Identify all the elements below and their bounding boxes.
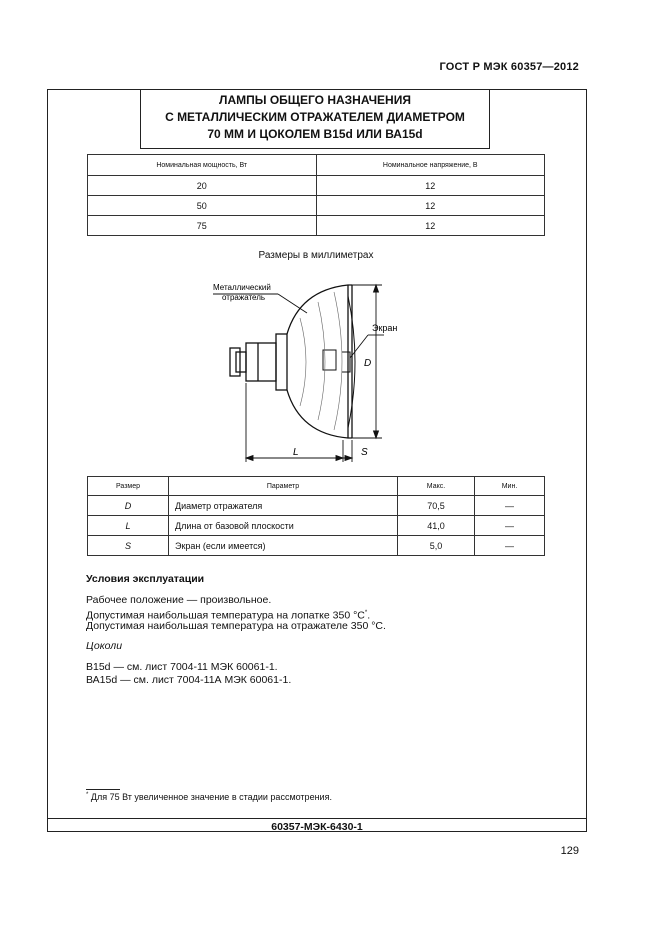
column-header: Номинальное напряжение, В bbox=[316, 155, 545, 176]
table-cell: L bbox=[88, 516, 169, 536]
dimension-s-label: S bbox=[361, 447, 368, 458]
title-line: 70 ММ И ЦОКОЛЕМ В15d ИЛИ ВА15d bbox=[207, 127, 423, 141]
table-cell: 41,0 bbox=[398, 516, 475, 536]
lamp-outline bbox=[230, 285, 355, 438]
base-cap bbox=[246, 343, 276, 381]
table-cell: 50 bbox=[88, 196, 317, 216]
table-cell: 12 bbox=[316, 176, 545, 196]
dimensions-caption: Размеры в миллиметрах bbox=[258, 250, 374, 261]
bottom-divider bbox=[47, 818, 587, 819]
conditions-heading: Условия эксплуатации bbox=[86, 573, 205, 585]
ratings-table bbox=[87, 154, 545, 236]
sheet-number: 60357-МЭК-6430-1 bbox=[271, 821, 363, 833]
bases-heading: Цоколи bbox=[86, 640, 123, 652]
dimension-d-label: D bbox=[364, 358, 372, 369]
footnote-mark: * bbox=[364, 610, 368, 616]
table-row bbox=[88, 216, 545, 236]
title-line: С МЕТАЛЛИЧЕСКИМ ОТРАЖАТЕЛЕМ ДИАМЕТРОМ bbox=[165, 110, 465, 124]
table-cell: D bbox=[88, 496, 169, 516]
dimension-l-label: L bbox=[293, 447, 299, 458]
base-flange bbox=[276, 334, 287, 390]
table-cell: 20 bbox=[88, 176, 317, 196]
lamp-drawing bbox=[200, 270, 440, 470]
condition-line: Допустимая наибольшая температура на отражателе 350 °С. bbox=[86, 620, 386, 632]
condition-text: Допустимая наибольшая температура на лопатке 350 °С bbox=[86, 609, 365, 622]
column-header: Размер bbox=[88, 477, 169, 496]
dimension-lines bbox=[213, 285, 384, 462]
page-number: 129 bbox=[560, 845, 579, 857]
title-line: ЛАМПЫ ОБЩЕГО НАЗНАЧЕНИЯ bbox=[219, 93, 411, 107]
column-header: Макс. bbox=[398, 477, 475, 496]
table-row bbox=[88, 536, 545, 556]
base-line: В15d — см. лист 7004-11 МЭК 60061-1. bbox=[86, 661, 278, 673]
standard-code: ГОСТ Р МЭК 60357—2012 bbox=[439, 61, 579, 73]
footnote-mark: * bbox=[86, 792, 89, 798]
table-row bbox=[88, 196, 545, 216]
table-cell: Длина от базовой плоскости bbox=[169, 516, 398, 536]
column-header: Параметр bbox=[169, 477, 398, 496]
table-header-row bbox=[88, 477, 545, 496]
reflector-label: Металлический bbox=[213, 283, 271, 292]
table-cell: 75 bbox=[88, 216, 317, 236]
dimensions-table bbox=[87, 476, 545, 556]
base-contact bbox=[236, 352, 246, 372]
table-cell: 5,0 bbox=[398, 536, 475, 556]
table-cell: — bbox=[475, 536, 545, 556]
table-header-row bbox=[88, 155, 545, 176]
footnote-rule bbox=[86, 789, 120, 790]
reflector-label: отражатель bbox=[222, 293, 266, 302]
sheet-title bbox=[140, 92, 490, 143]
footnote bbox=[86, 792, 332, 802]
footnote-text: Для 75 Вт увеличенное значение в стадии рассмотрения. bbox=[88, 792, 332, 802]
table-cell: Диаметр отражателя bbox=[169, 496, 398, 516]
shield bbox=[342, 352, 350, 372]
column-header: Номинальная мощность, Вт bbox=[88, 155, 317, 176]
table-cell: Экран (если имеется) bbox=[169, 536, 398, 556]
shield-label: Экран bbox=[372, 323, 398, 333]
table-cell: — bbox=[475, 516, 545, 536]
table-cell: 12 bbox=[316, 196, 545, 216]
condition-end: . bbox=[367, 609, 371, 622]
table-cell: S bbox=[88, 536, 169, 556]
column-header: Мин. bbox=[475, 477, 545, 496]
table-cell: — bbox=[475, 496, 545, 516]
condition-line: Рабочее положение — произвольное. bbox=[86, 594, 272, 606]
table-row bbox=[88, 496, 545, 516]
base-line: ВА15d — см. лист 7004-11А МЭК 60061-1. bbox=[86, 674, 292, 686]
table-row bbox=[88, 516, 545, 536]
table-row bbox=[88, 176, 545, 196]
table-cell: 70,5 bbox=[398, 496, 475, 516]
table-cell: 12 bbox=[316, 216, 545, 236]
